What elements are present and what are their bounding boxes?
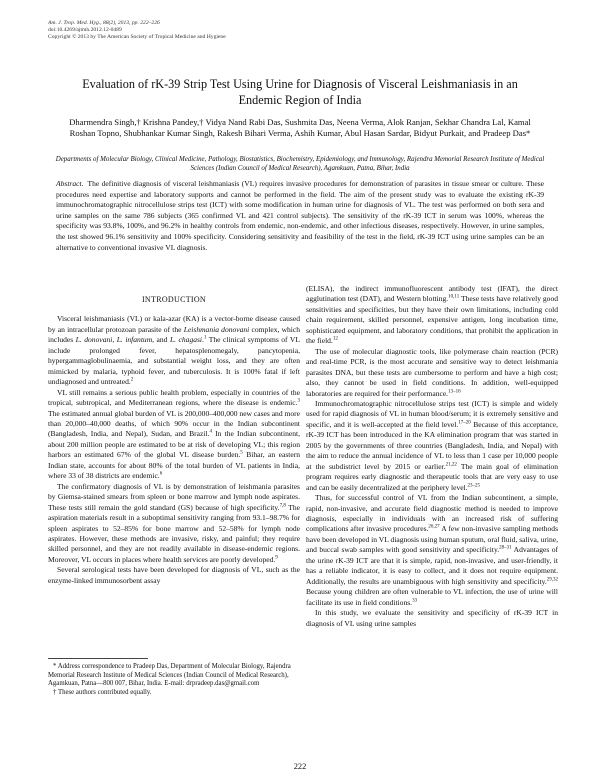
correspondence-footnote: * Address correspondence to Pradeep Das, Department of Molecular Biology, Rajendra Memorial Research Institute of Medical Sciences (Indian Council of Medical Research), Agamkuan, Patna—800 007, Bihar, India. E-mail: drpradeep.das@gmail.com (48, 663, 291, 688)
journal-header (48, 20, 226, 41)
doi: doi:10.4269/ajtmh.2012.12-0489 (48, 27, 122, 33)
author-list: Dharmendra Singh,† Krishna Pandey,† Vidya Nand Rabi Das, Sushmita Das, Neena Verma, Alok Ranjan, Sekhar Chandra Lal, Kamal Roshan Topno, Shubhankar Kumar Singh, Rakesh Bihari Verma, Ashih Kumar, Abul Hasan Sardar, Bidyut Purkait, and Pradeep Das* (69, 117, 531, 139)
abstract-label: Abstract. (56, 179, 84, 188)
footnote-divider (48, 658, 148, 659)
intro-paragraph-1: Visceral leishmaniasis (VL) or kala-azar (KA) is a vector-borne disease caused by an intracellular protozoan parasite of the Leishmania donovani complex, which includes L. donovani, L. infantum, and L. chagasi.$^1$ The clinical symptoms of VL include prolonged fever, hepatosplenomegaly, pancytopenia, hypergammaglobulinaemia, and substantial weight loss, and they are often mimicked by malaria, typhoid fever, and tuberculosis. It is 100% fatal if left undiagnosed and untreated.$^2$ (48, 314, 301, 387)
page-number: 222 (293, 762, 307, 771)
right-paragraph-2: The use of molecular diagnostic tools, like polymerase chain reaction (PCR) and real-time PCR, is the most accurate and sensitive way to detect leishmania parasites DNA, but these tests are cumbersome to perform and have a high cost; also, they cannot be used in field conditions. In addition, well-equipped laboratories are required for their performance.$^{13-16}$ (306, 346, 558, 398)
section-heading-introduction: INTRODUCTION (141, 295, 207, 304)
left-column (48, 284, 300, 586)
paper-title: Evaluation of rK-39 Strip Test Using Urine for Diagnosis of Visceral Leishmaniasis in an Endemic Region of India (82, 77, 518, 107)
right-paragraph-4: Thus, for successful control of VL from the Indian subcontinent, a simple, rapid, non-invasive, and accurate field diagnostic method is needed to improve diagnosis, especially in individuals with an increased risk of suffering complications after invasive procedures.$^{26,27}$ A few non-invasive sampling methods have been developed in VL diagnosis using human sputum, oral fluid, saliva, urine, and buccal swab samples with good sensitivity and specificity.$^{28-31}$ Advantages of the urine rK-39 ICT are that it is simple, rapid, non-invasive, and user-friendly, it has a reliable indicator, it is easy to collect, and it does not require equipment. Additionally, the results are unambiguous with high sensitivity and specificity.$^{29,32}$ Because young children are often vulnerable to VL infection, the use of urine will facilitate its use in field conditions.$^{33}$ (306, 493, 559, 607)
affiliation: Departments of Molecular Biology, Clinical Medicine, Pathology, Biostatistics, Biochemistry, Epidemiology, and Immunology, Rajendra Memorial Research Institute of Medical Sciences (Indian Council of Medical Research), Agamkuan, Patna, Bihar, India (55, 156, 545, 172)
intro-paragraph-4: Several serological tests have been developed for diagnosis of VL, such as the enzyme-linked immunosorbent assay (48, 565, 300, 585)
footnotes (48, 658, 300, 697)
intro-paragraph-2: VL still remains a serious public health problem, especially in countries of the tropical, subtropical, and Mediterranean regions, where the disease is endemic.$^3$ The estimated annual global burden of VL is 200,000–400,000 new cases and more than 20,000–40,000 deaths, of which 90% occur in the Indian subcontinent (Bangladesh, India, and Nepal), Sudan, and Brazil.$^4$ In the Indian subcontinent, about 200 million people are estimated to be at risk of developing VL; this region harbors an estimated 67% of the global VL disease burden.$^5$ Bihar, an eastern Indian state, accounts for about 80% of the total burden of VL patients in India, where 33 of 38 districts are endemic.$^6$ (48, 387, 300, 481)
copyright: Copyright © 2013 by The American Society of Tropical Medicine and Hygiene (48, 34, 226, 40)
intro-paragraph-3: The confirmatory diagnosis of VL is by demonstration of leishmania parasites by Giemsa-stained smears from spleen or bone marrow and lymph node aspirates. These tests still remain the gold standard (GS) because of high specificity.$^{7,8}$ The aspiration materials result in a suboptimal sensitivity ranging from 93.1–98.7% for spleen aspirates to 52–85% for bone marrow and 52–58% for lymph node aspirates. However, these methods are invasive, risky, and painful; they require skilled personnel, and they are not readily available in disease-endemic regions. Moreover, VL occurs in places where health services are poorly developed.$^9$ (48, 481, 301, 564)
right-paragraph-1: (ELISA), the indirect immunofluorescent antibody test (IFAT), the direct agglutination test (DAT), and Western blotting.$^{10,11}$ These tests have relatively good sensitivities and specificities, but they have their own limitations, including cold chain requirement, skilled personnel, expensive antigen, long incubation time, sophisticated equipment, and laboratory conditions, that prohibit the application in the field.$^{12}$ (306, 284, 558, 346)
right-column (306, 284, 558, 629)
right-paragraph-5: In this study, we evaluate the sensitivity and specificity of rK-39 ICT in diagnosis of VL using urine samples (306, 608, 558, 628)
abstract (56, 179, 544, 253)
journal-citation: Am. J. Trop. Med. Hyg., 88(2), 2013, pp. 222–226 (48, 20, 160, 26)
abstract-text: The definitive diagnosis of visceral leishmaniasis (VL) requires invasive procedures for demonstration of parasites in tissue smear or culture. These procedures need expertise and laboratory supports and cannot be performed in the field. The aim of the present study was to evaluate the existing rK-39 immunochromatographic nitrocellulose strips test (ICT) with some modification in human urine for diagnosis of VL. The test was performed on both sera and urine samples on the same 786 subjects (365 confirmed VL and 421 control subjects). The sensitivity of the rK-39 ICT in serum was 100%, whereas the specificity was 93.8%, 100%, and 96.2% in healthy controls from endemic, non-endemic, and other infectious diseases, respectively. However, in urine samples, the test showed 96.1% sensitivity and 100% specificity. Considering sensitivity and feasibility of the test in the field, rK-39 ICT using urine samples can be an alternative to conventional invasive VL diagnosis. (56, 179, 544, 252)
right-paragraph-3: Immunochromatographic nitrocellulose strips test (ICT) is simple and widely used for rapid diagnosis of VL in human blood/serum; it is extremely sensitive and specific, and it is well-accepted at the field level.$^{17-20}$ Because of this acceptance, rK-39 ICT has been introduced in the KA elimination program that was started in 2005 by the governments of three countries (Bangladesh, India, and Nepal) with the aim to reduce the annual incidence of VL to less than 1 case per 10,000 people at the subdistrict level by 2015 or earlier.$^{21,22}$ The main goal of elimination program requires early diagnostic and therapeutic tools that are very easy to use and can be easily decentralized at the periphery level.$^{23-25}$ (306, 398, 558, 492)
equal-contribution-footnote: † These authors contributed equally. (53, 688, 152, 696)
